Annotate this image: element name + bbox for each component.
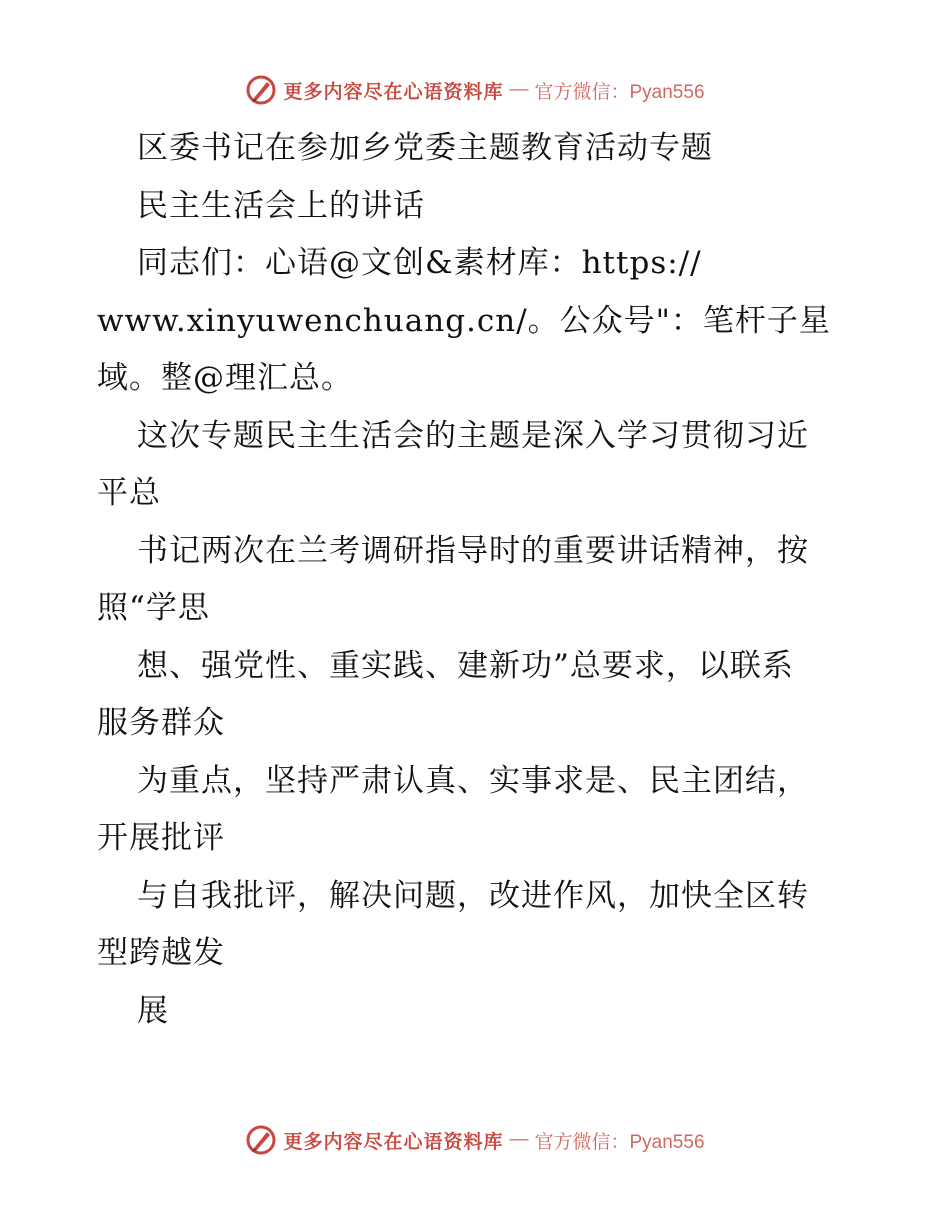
text-line: 型跨越发	[97, 935, 225, 971]
header-banner	[0, 70, 950, 110]
banner-text: 更多内容尽在心语资料库	[283, 1130, 504, 1153]
text-line: 服务群众	[97, 705, 225, 741]
text-line: 这次专题民主生活会的主题是深入学习贯彻习近	[137, 417, 809, 454]
text-line: 区委书记在参加乡党委主题教育活动专题	[137, 130, 713, 166]
banner-text: 更多内容尽在心语资料库	[283, 80, 504, 103]
footer-banner	[0, 1120, 950, 1160]
banner-wechat: 官方微信：Pyan556	[534, 1131, 705, 1153]
text-line: 开展批评	[97, 820, 225, 856]
text-line: 照“学思	[97, 590, 210, 626]
quill-pen-circle-icon	[245, 1124, 277, 1156]
text-line: 展	[137, 992, 169, 1029]
banner-separator: —	[509, 79, 529, 100]
quill-pen-circle-icon	[245, 74, 277, 106]
banner-separator: —	[509, 1129, 529, 1150]
banner-wechat: 官方微信：Pyan556	[534, 81, 705, 103]
text-line: 与自我批评，解决问题，改进作风，加快全区转	[137, 877, 809, 914]
text-line: 想、强党性、重实践、建新功”总要求，以联系	[137, 647, 794, 684]
text-line: 同志们：心语@文创&素材库：https://	[137, 245, 702, 281]
text-line: www.xinyuwenchuang.cn/。公众号"：笔杆子星	[97, 302, 831, 339]
text-line: 民主生活会上的讲话	[137, 187, 425, 224]
document-body	[97, 120, 867, 1040]
text-line: 书记两次在兰考调研指导时的重要讲话精神，按	[137, 532, 809, 569]
text-line: 平总	[97, 475, 161, 511]
text-line: 为重点，坚持严肃认真、实事求是、民主团结，	[137, 762, 809, 799]
text-line: 域。整@理汇总。	[97, 360, 353, 396]
